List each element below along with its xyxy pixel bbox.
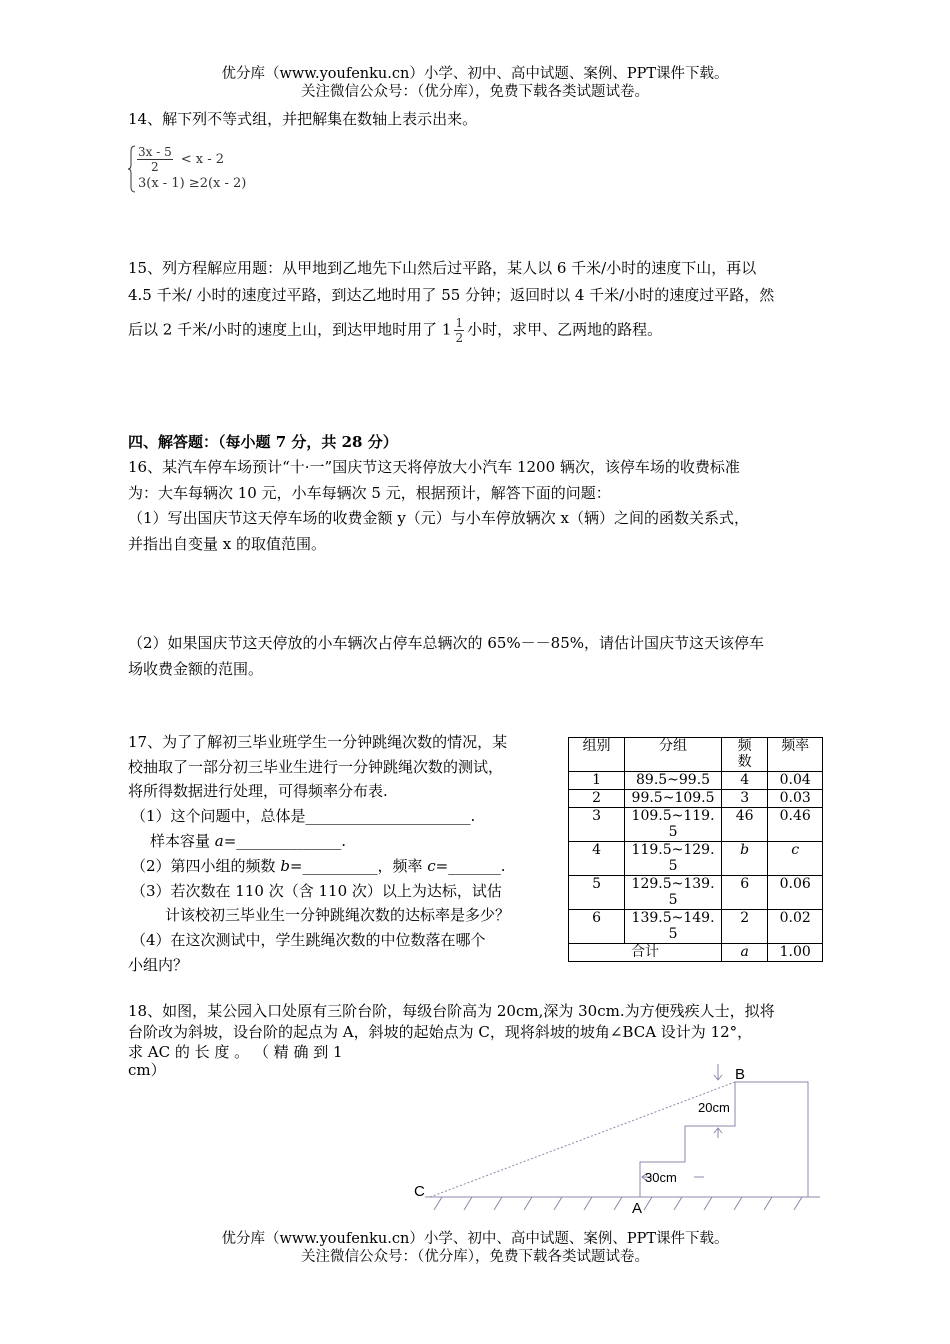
q15-fraction (454, 316, 464, 345)
cell-rate: 0.03 (768, 790, 823, 808)
cell-group: 2 (569, 790, 625, 808)
q17-part3-line-2: 计该校初三毕业生一分钟跳绳次数的达标率是多少？ (165, 906, 511, 924)
header-line-1: 优分库（www.youfenku.cn）小学、初中、高中试题、案例、PPT课件下载。 (221, 66, 729, 82)
q17-line-2: 校抽取了一部分初三毕业生进行一分钟跳绳次数的测试， (128, 758, 504, 776)
header-group: 组别 (569, 738, 625, 772)
footer-line-2: 关注微信公众号：（优分库），免费下载各类试题试卷。 (301, 1249, 649, 1265)
footer-line-1: 优分库（www.youfenku.cn）小学、初中、高中试题、案例、PPT课件下载。 (221, 1231, 729, 1247)
cell-rate: 0.04 (768, 772, 823, 790)
header-freq-char-1: 频 (737, 738, 752, 754)
cell-group: 6 (569, 910, 625, 944)
q17-part2-post: =_______. (435, 857, 506, 875)
dimension-arrows (642, 1064, 722, 1181)
q17-var-a: a (214, 832, 224, 850)
stairs-slope-figure (400, 1060, 830, 1220)
q15-line-1: 15、列方程解应用题：从甲地到乙地先下山然后过平路，某人以 6 千米/小时的速度下山，再以 (128, 259, 757, 277)
cell-freq: 6 (721, 876, 767, 910)
ground-hatch (434, 1197, 802, 1210)
q15-line-3-pre: 后以 2 千米/小时的速度上山，到达甲地时用了 1 (128, 320, 452, 339)
q17-part2-mid: =__________，频率 (289, 857, 428, 875)
header-rate: 频率 (768, 738, 823, 772)
q14-inequality-system (128, 145, 298, 193)
q17-var-c: c (427, 857, 436, 875)
cell-freq: 4 (721, 772, 767, 790)
q16-part1-line-1: （1）写出国庆节这天停车场的收费金额 y（元）与小车停放辆次 x（辆）之间的函数关系式， (128, 509, 750, 527)
table-row (569, 790, 823, 808)
table-row (569, 910, 823, 944)
cell-range (625, 808, 722, 842)
q16-part1-line-2: 并指出自变量 x 的取值范围。 (128, 535, 326, 553)
q16-line-2: 为：大车每辆次 10 元，小车每辆次 5 元，根据预计，解答下面的问题： (128, 484, 611, 502)
cell-freq: b (721, 842, 767, 876)
q14-ineq2: 3(x - 1) ≥2(x - 2) (138, 176, 247, 191)
cell-range-a: 109.5~119. (631, 808, 715, 824)
header-freq (721, 738, 767, 772)
cell-range-b: 5 (668, 824, 678, 840)
cell-group: 4 (569, 842, 625, 876)
q14-fraction (137, 145, 173, 174)
cell-total-label: 合计 (569, 944, 722, 962)
slope-line (430, 1082, 735, 1197)
table-row (569, 808, 823, 842)
label-b: B (735, 1066, 746, 1083)
q17-line-1: 17、为了了解初三毕业班学生一分钟跳绳次数的情况，某 (128, 733, 508, 751)
table-total-row (569, 944, 823, 962)
frequency-table (568, 737, 823, 962)
q17-part1: （1）这个问题中，总体是______________________. (131, 807, 476, 825)
q17-part1b-post: =______________. (223, 832, 347, 850)
cell-range-b: 5 (668, 926, 678, 942)
cell-rate: 0.46 (768, 808, 823, 842)
q16-line-1: 16、某汽车停车场预计“十·一”国庆节这天将停放大小汽车 1200 辆次，该停车场的收费标准 (128, 458, 740, 476)
header-freq-char-2: 数 (737, 754, 752, 770)
q14-left-brace (128, 145, 136, 193)
q14-ineq1-rhs: < x - 2 (180, 152, 225, 167)
q15-frac-num: 1 (455, 316, 464, 330)
q17-line-3: 将所得数据进行处理，可得频率分布表. (128, 782, 388, 800)
cell-range-b: 5 (668, 858, 678, 874)
cell-freq: 46 (721, 808, 767, 842)
q18-line-3: 求 AC 的 长 度 。 （ 精 确 到 1 (128, 1043, 343, 1061)
header-range: 分组 (625, 738, 722, 772)
cell-rate: 0.02 (768, 910, 823, 944)
cell-range-b: 5 (668, 892, 678, 908)
q15-line-3 (128, 316, 662, 345)
cell-range (625, 910, 722, 944)
q18-line-2: 台阶改为斜坡，设台阶的起点为 A，斜坡的起始点为 C，现将斜坡的坡角∠BCA 设计为 12°， (128, 1023, 753, 1041)
q16-part2-line-2: 场收费金额的范围。 (128, 660, 264, 678)
cell-total-rate: 1.00 (768, 944, 823, 962)
label-30cm: 30cm (645, 1170, 677, 1185)
cell-range-a: 139.5~149. (631, 910, 715, 926)
cell-rate: c (768, 842, 823, 876)
cell-rate: 0.06 (768, 876, 823, 910)
q14-frac-den: 2 (151, 160, 159, 174)
q15-line-2: 4.5 千米/ 小时的速度过平路，到达乙地时用了 55 分钟；返回时以 4 千米/小时的速度过平路，然 (128, 286, 775, 304)
q17-part2-pre: （2）第四小组的频数 (131, 857, 281, 875)
q18-line-4: cm） (128, 1061, 166, 1079)
cell-range: 89.5~99.5 (625, 772, 722, 790)
q17-part2 (131, 854, 506, 878)
cell-freq: 3 (721, 790, 767, 808)
q15-line-3-post: 小时，求甲、乙两地的路程。 (467, 320, 663, 339)
q17-var-b: b (280, 857, 290, 875)
q17-part4-line-1: （4）在这次测试中，学生跳绳次数的中位数落在哪个 (131, 931, 486, 949)
q18-line-1: 18、如图，某公园入口处原有三阶台阶，每级台阶高为 20cm,深为 30cm.为方便残疾人士，拟将 (128, 1002, 775, 1020)
q17-part1b (150, 829, 346, 853)
label-a: A (632, 1200, 643, 1217)
q17-part4-line-2: 小组内？ (128, 956, 189, 974)
cell-range (625, 842, 722, 876)
cell-range: 99.5~109.5 (625, 790, 722, 808)
q14-title: 14、解下列不等式组，并把解集在数轴上表示出来。 (128, 110, 478, 128)
section-4-title: 四、解答题：（每小题 7 分，共 28 分） (128, 433, 398, 451)
cell-group: 5 (569, 876, 625, 910)
table-row (569, 772, 823, 790)
cell-range-a: 129.5~139. (631, 876, 715, 892)
header-line-2: 关注微信公众号：（优分库），免费下载各类试题试卷。 (301, 84, 649, 100)
q14-frac-num: 3x - 5 (138, 145, 172, 159)
q15-frac-den: 2 (455, 331, 464, 345)
table-header-row (569, 738, 823, 772)
q17-part1b-pre: 样本容量 (150, 832, 215, 850)
table-row (569, 876, 823, 910)
cell-group: 3 (569, 808, 625, 842)
cell-range (625, 876, 722, 910)
table-row (569, 842, 823, 876)
q17-part3-line-1: （3）若次数在 110 次（含 110 次）以上为达标，试估 (131, 882, 502, 900)
cell-freq: 2 (721, 910, 767, 944)
cell-group: 1 (569, 772, 625, 790)
label-c: C (414, 1183, 425, 1200)
label-20cm: 20cm (698, 1100, 730, 1115)
q16-part2-line-1: （2）如果国庆节这天停放的小车辆次占停车总辆次的 65%－－85%，请估计国庆节这天该停车 (128, 634, 764, 652)
cell-total-freq: a (721, 944, 767, 962)
cell-range-a: 119.5~129. (631, 842, 715, 858)
